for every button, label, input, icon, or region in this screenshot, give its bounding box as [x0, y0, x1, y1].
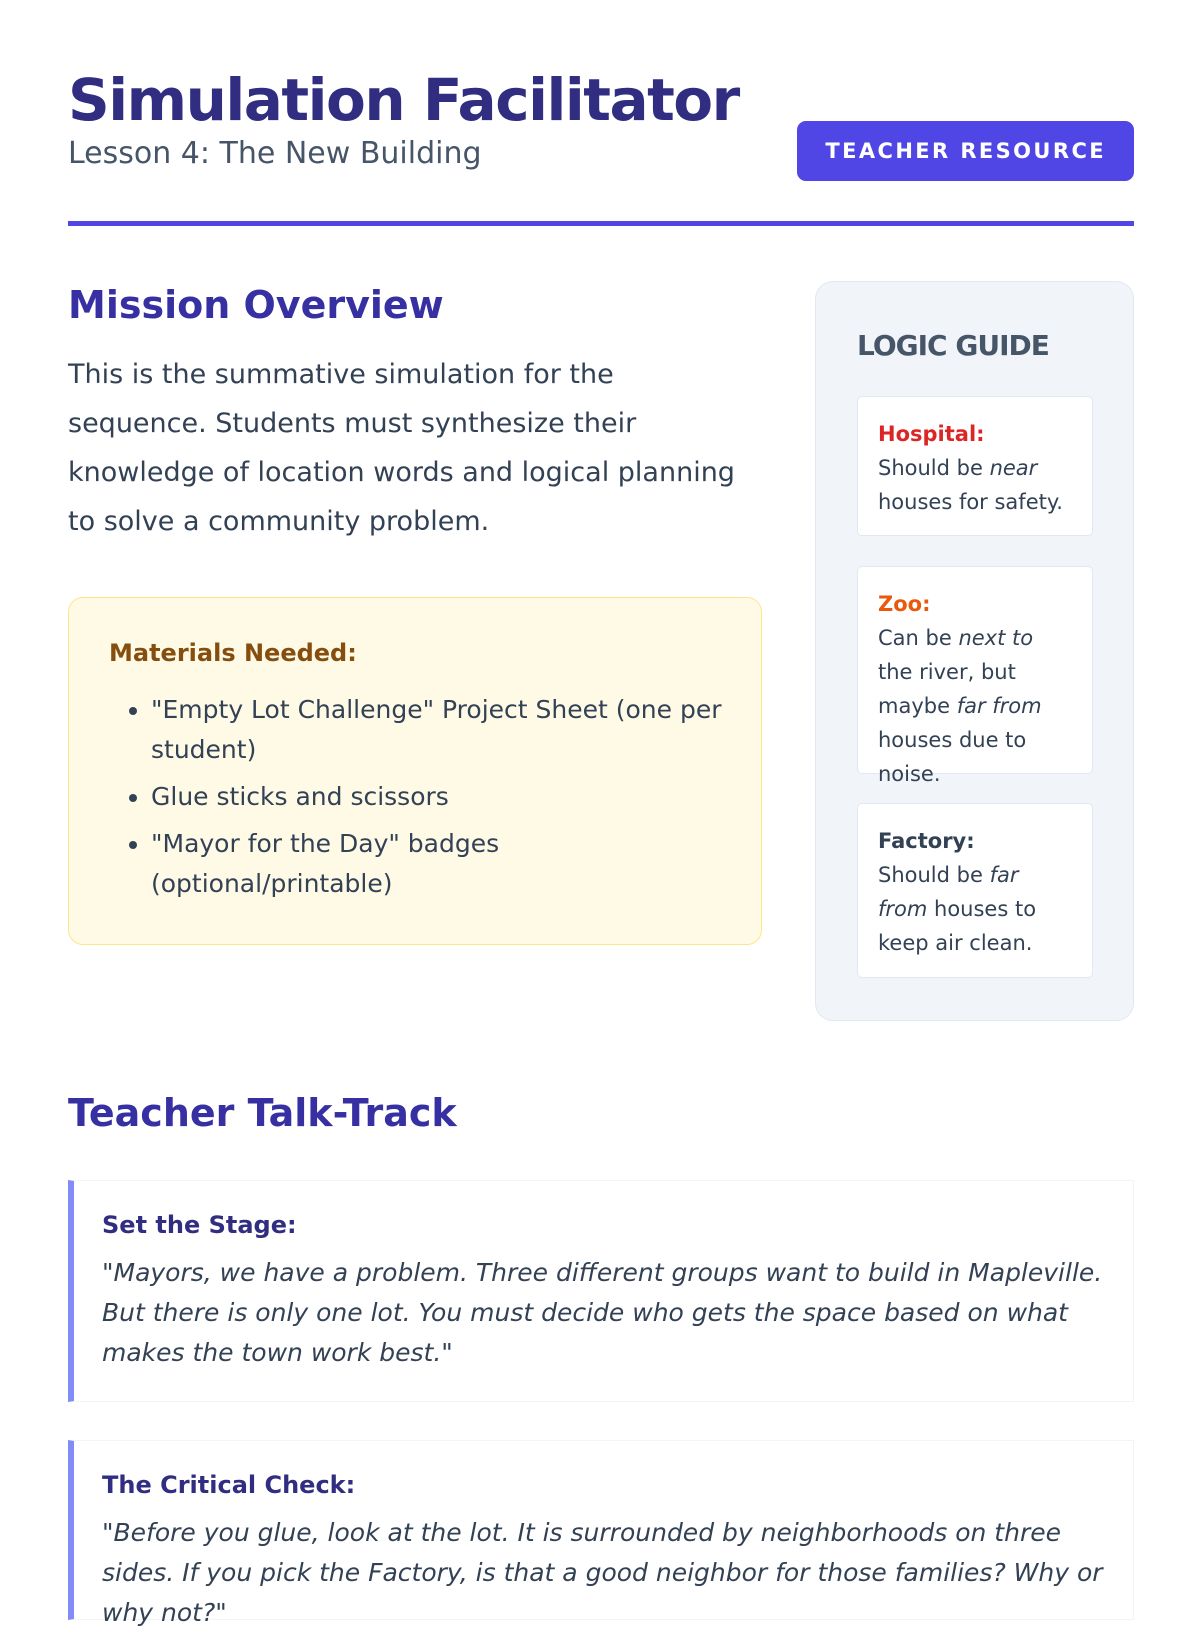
mission-overview-text: This is the summative simulation for the sequence. Students must synthesize their knowledge of location words and logical planning to solve a community problem. [68, 359, 735, 537]
talk-track-section [68, 1088, 1134, 1138]
talk-track-quote: "Mayors, we have a problem. Three different groups want to build in Mapleville. But there is only one lot. You must decide who gets the space based on what makes the town work best." [102, 1258, 1103, 1367]
talk-track-quote: "Before you glue, look at the lot. It is surrounded by neighborhoods on three sides. If you pick the Factory, is that a good neighbor for those families? Why or why not?" [102, 1518, 1103, 1627]
card-emphasis: next to [958, 626, 1034, 650]
mission-overview-section [68, 280, 768, 546]
talk-track-item [68, 1440, 1134, 1627]
mission-overview-heading: Mission Overview [68, 283, 444, 327]
logic-card-zoo [857, 566, 1093, 786]
logic-card-factory [857, 803, 1093, 978]
materials-title: Materials Needed: [109, 639, 357, 667]
card-text: houses due to noise. [878, 728, 1027, 786]
teacher-resource-badge: TEACHER RESOURCE [797, 121, 1134, 181]
card-text: houses to keep air clean. [878, 897, 1037, 955]
materials-item: • "Mayor for the Day" badges (optional/printable) [151, 824, 731, 904]
card-text: Can be [878, 626, 959, 650]
card-emphasis: far from [878, 863, 1019, 921]
lesson-subtitle: Lesson 4: The New Building [68, 136, 482, 171]
materials-box [68, 597, 762, 945]
header-divider [68, 221, 1134, 226]
logic-card-hospital [857, 396, 1093, 536]
materials-list [109, 690, 731, 904]
talk-track-label: The Critical Check: [102, 1471, 356, 1499]
talk-track-item [68, 1180, 1134, 1402]
logic-guide-panel [815, 281, 1134, 1021]
card-emphasis: far from [956, 694, 1042, 718]
card-text: Should be [878, 863, 990, 887]
page-header [68, 64, 1134, 228]
talk-track-heading: Teacher Talk-Track [68, 1091, 457, 1135]
card-text: houses for safety. [878, 490, 1063, 514]
card-label: Hospital: [878, 422, 985, 446]
materials-item: • Glue sticks and scissors [151, 777, 731, 817]
card-label: Factory: [878, 829, 975, 853]
card-label: Zoo: [878, 592, 931, 616]
page-title: Simulation Facilitator [68, 66, 739, 134]
talk-track-label: Set the Stage: [102, 1211, 297, 1239]
logic-guide-title: LOGIC GUIDE [857, 329, 1049, 362]
card-text: Should be [878, 456, 990, 480]
card-text: the river, but maybe [878, 660, 1016, 718]
card-emphasis: near [989, 456, 1038, 480]
materials-item: • "Empty Lot Challenge" Project Sheet (one per student) [151, 690, 731, 770]
